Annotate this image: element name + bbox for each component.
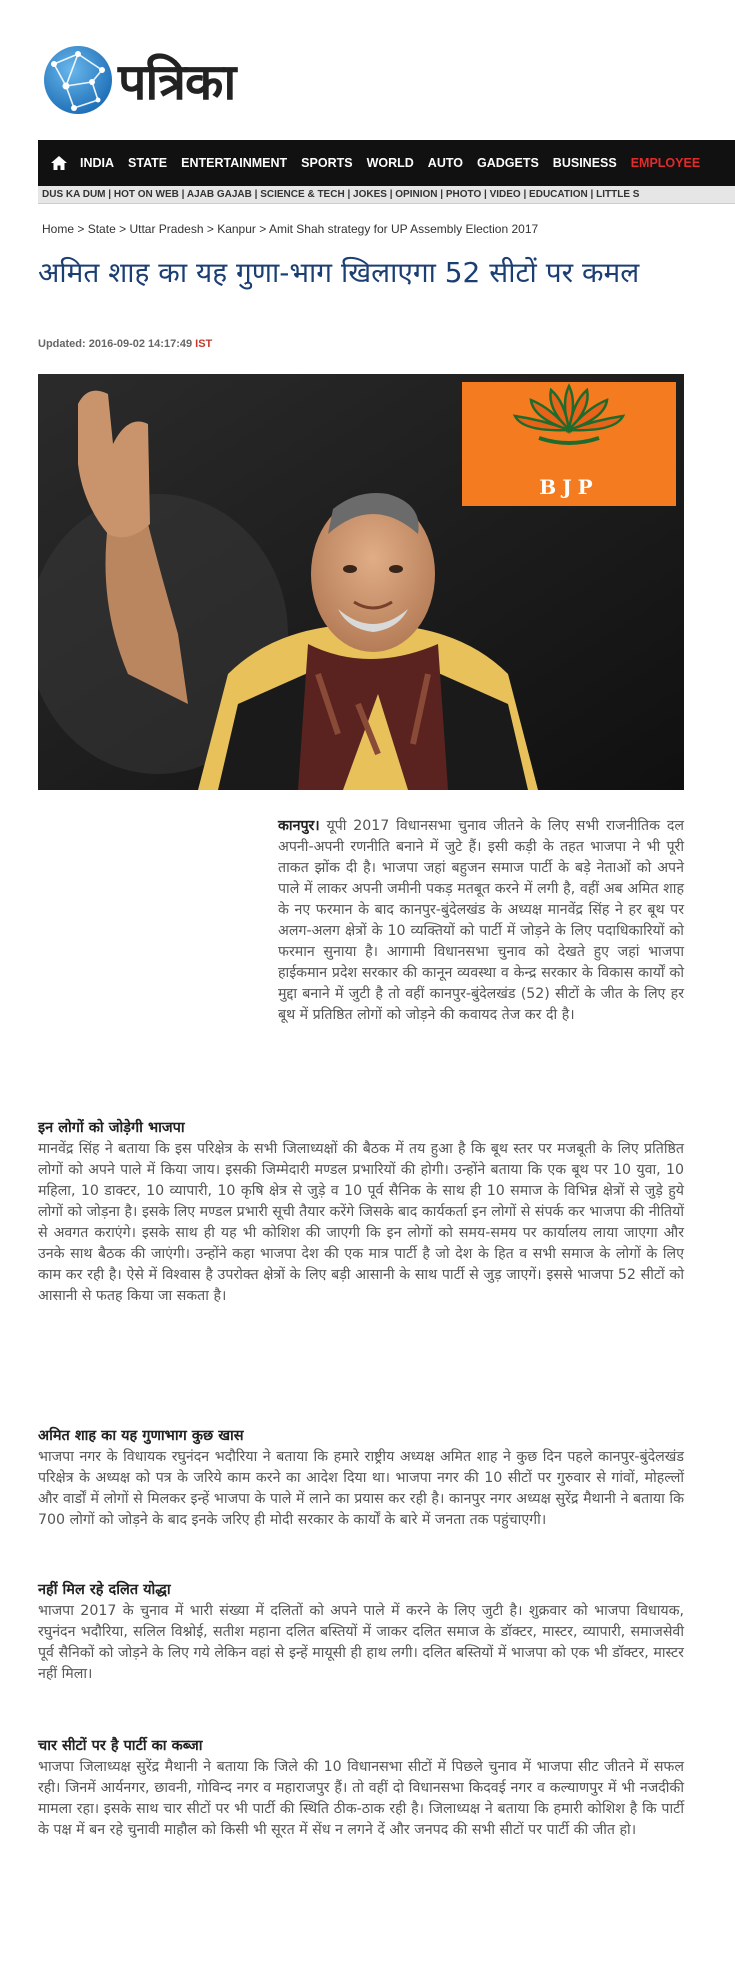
nav-item-employee[interactable]: EMPLOYEE (630, 156, 701, 170)
section-heading: अमित शाह का यह गुणाभाग कुछ खास (38, 1428, 244, 1444)
section-text: भाजपा नगर के विधायक रघुनंदन भदौरिया ने बताया कि हमारे राष्ट्रीय अध्यक्ष अमित शाह ने कुछ दिन पहले कानपुर-बुंदेलखंड परिक्षेत्र के अध्यक्ष को पत्र के जरिये काम करने का आदेश दिया था। भाजपा नगर की 10 सीटों पर गुरुवार से गांवों, मोहल्लों और वार्डों में लोगों से मिलकर इन्हें भाजपा के पाले में लाने का प्रयास कर रही है। कानपुर नगर अध्यक्ष सुरेंद्र मैथानी ने बताया कि 700 लोगों को जोड़ने के बाद इनके जरिए ही मोदी सरकार के कार्यों के बारे में जनता तक पहुंचाएगी। (38, 1449, 684, 1528)
section-text: भाजपा जिलाध्यक्ष सुरेंद्र मैथानी ने बताया कि जिले की 10 विधानसभा सीटों में पिछले चुनाव में भाजपा सीट जीतने में सफल रही। जिनमें आर्यनगर, छावनी, गोविन्द नगर व महाराजपुर हैं। तो वहीं दो विधानसभा किदवई नगर व कल्याणपुर में भी नजदीकी मामला रहा। इसके साथ चार सीटों पर भी पार्टी की स्थिति ठीक-ठाक रही है। जिलाध्यक्ष ने बताया कि हमारी कोशिश है कि पार्टी के पक्ष में बन रहे चुनावी माहौल को किसी भी सूरत में सेंध न लगने दें और जनपद की सभी सीटों पर पार्टी की जीत हो। (38, 1759, 684, 1838)
section-heading: नहीं मिल रहे दलित योद्धा (38, 1582, 171, 1598)
nav-item-gadgets[interactable]: GADGETS (476, 156, 539, 170)
article-section (38, 1118, 684, 1307)
nav-item-sports[interactable]: SPORTS (301, 156, 353, 170)
nav-item-state[interactable]: STATE (128, 156, 168, 170)
breadcrumb-state[interactable]: State (87, 222, 116, 236)
article-intro (278, 816, 684, 1026)
section-text: मानवेंद्र सिंह ने बताया कि इस परिक्षेत्र के सभी जिलाध्यक्षों की बैठक में तय हुआ है कि बूथ स्तर पर मजबूती के लिए प्रतिष्ठित लोगों को अपने पाले में किया जाय। इसकी जिम्मेदारी मण्डल प्रभारियों की होगी। उन्होंने बताया कि एक बूथ पर 10 युवा, 10 महिला, 10 डाक्टर, 10 व्यापारी, 10 कृषि क्षेत्र से जुड़े व 10 पूर्व सैनिक के साथ ही 10 समाज के विभिन्न क्षेत्रों से जुड़े हुये लोगों को जोड़ना है। इसके लिए मण्डल प्रभारी सूची तैयार करेंगे जिसके बाद कार्यकर्ता इन लोगों से संपर्क कर भाजपा की नीतियों से अवगत कराएंगे। इसके साथ ही यह भी कोशिश की जाएगी कि इन लोगों को समय-समय पर कार्यालय लाया जाएगा और उनके साथ बैठक की जाएंगी। उन्होंने कहा भाजपा देश की एक मात्र पार्टी है जो देश के हित व सभी समाज के लोगों के लिए काम कर रही है। ऐसे में विश्वास है उपरोक्त क्षेत्रों के लिए बड़ी आसानी के साथ पार्टी से जुड़ जाएगें। इससे भाजपा 52 सीटों को आसानी से फतह किया जा सकता है। (38, 1141, 684, 1304)
main-nav (38, 140, 735, 186)
updated-label: Updated: (38, 338, 86, 350)
breadcrumb-kanpur[interactable]: Kanpur (217, 222, 256, 236)
article-headline: अमित शाह का यह गुणा-भाग खिलाएगा 52 सीटों पर कमल (38, 256, 640, 289)
nav-item-world[interactable]: WORLD (366, 156, 414, 170)
nav-item-auto[interactable]: AUTO (427, 156, 463, 170)
breadcrumb-separator: > (259, 222, 267, 236)
section-heading: चार सीटों पर है पार्टी का कब्जा (38, 1738, 203, 1754)
nav-item-india[interactable]: INDIA (80, 156, 115, 170)
breadcrumb (42, 222, 538, 236)
site-logo[interactable] (40, 40, 300, 120)
intro-dateline: कानपुर। (278, 818, 320, 834)
section-text: भाजपा 2017 के चुनाव में भारी संख्या में दलितों को अपने पाले में करने के लिए जुटी है। शुक्रवार को भाजपा विधायक, रघुनंदन भदौरिया, सलिल विश्नोई, सतीश महाना दलित बस्तियों में जाकर दलित समाज के डॉक्टर, मास्टर, व्यापारी, समाजसेवी पूर्व सैनिकों को जोड़ने के लिए गये लेकिन वहां से इन्हें मायूसी ही हाथ लगी। दलित बस्तियों में भाजपा को एक भी डॉक्टर, मास्टर नहीं मिला। (38, 1603, 684, 1682)
intro-text: यूपी 2017 विधानसभा चुनाव जीतने के लिए सभी राजनीतिक दल अपनी-अपनी रणनीति बनाने में जुटे हैं। इसी कड़ी के तहत भाजपा ने भी पूरी ताकत झोंक दी है। भाजपा जहां बहुजन समाज पार्टी के बड़े नेताओं को अपने पाले में लाकर अपनी जमीनी पकड़ मतबूत करने में लगी है, वहीं अब अमित शाह के नए फरमान के बाद कानपुर-बुंदेलखंड के अध्यक्ष मानवेंद्र सिंह ने हर बूथ पर अलग-अलग क्षेत्रों के 10 व्यक्तियों को पार्टी में जोड़ने के लिए पदाधिकारियों को फरमान सुनाया है। आगामी विधानसभा चुनाव को देखते हुए जहां भाजपा हाईकमान प्रदेश सरकार की कानून व्यवस्था व केन्द्र सरकार के विकास कार्यों को मुद्दा बनाने में जुटी है तो वहीं कानपुर-बुंदेलखंड (52) सीटों के जीत के लिए हर बूथ में प्रतिष्ठित लोगों को जोड़ने की कवायद तेज कर दी है। (278, 818, 684, 1023)
article-section (38, 1580, 684, 1685)
hero-photo (38, 374, 684, 790)
breadcrumb-separator: > (119, 222, 127, 236)
timezone-label: IST (195, 338, 213, 350)
section-heading: इन लोगों को जोड़ेगी भाजपा (38, 1120, 185, 1136)
nav-item-business[interactable]: BUSINESS (552, 156, 617, 170)
logo-text: पत्रिका (118, 53, 236, 111)
article-section (38, 1426, 684, 1531)
breadcrumb-separator: > (77, 222, 85, 236)
sub-nav[interactable]: DUS KA DUM | HOT ON WEB | AJAB GAJAB | SCIENCE & TECH | JOKES | OPINION | PHOTO | VIDEO | EDUCATION | LITTLE S (38, 186, 735, 204)
home-icon[interactable] (38, 140, 80, 186)
breadcrumb-current: Amit Shah strategy for UP Assembly Election 2017 (268, 222, 539, 236)
breadcrumb-uttar-pradesh[interactable]: Uttar Pradesh (129, 222, 204, 236)
article-updated (38, 338, 212, 350)
updated-timestamp: 2016-09-02 14:17:49 (88, 338, 193, 350)
breadcrumb-separator: > (206, 222, 214, 236)
article-hero-image (38, 374, 684, 790)
nav-item-entertainment[interactable]: ENTERTAINMENT (181, 156, 288, 170)
globe-icon (40, 42, 116, 118)
article-section (38, 1736, 684, 1841)
breadcrumb-home[interactable]: Home (42, 222, 75, 236)
bjp-badge-text: BJP (539, 475, 599, 499)
